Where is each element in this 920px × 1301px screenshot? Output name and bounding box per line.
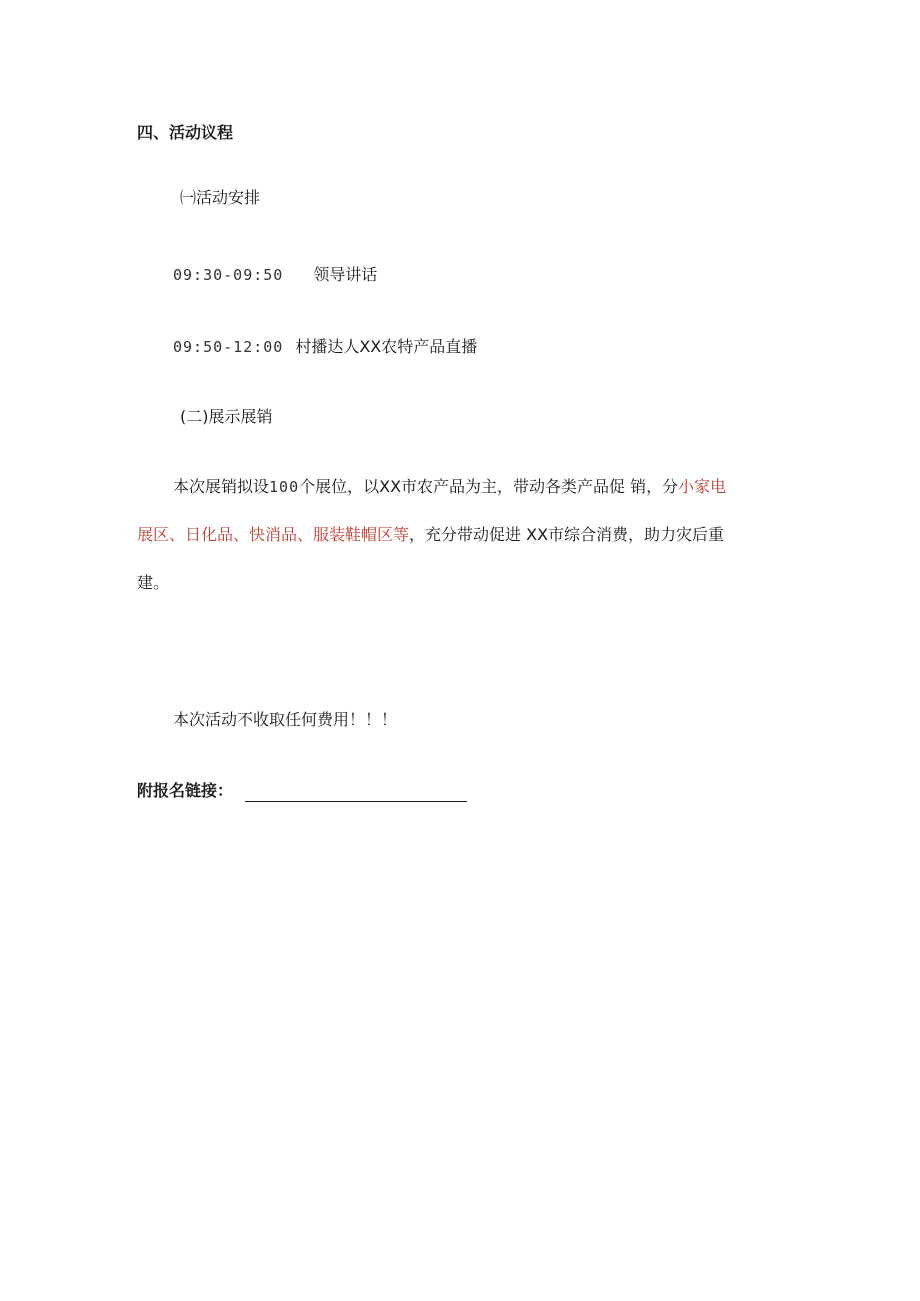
section-title: 四、活动议程 xyxy=(137,123,234,142)
schedule-item xyxy=(173,264,377,286)
exhibition-heading: (二)展示展销 xyxy=(180,407,273,426)
schedule-event: 领导讲话 xyxy=(313,265,378,284)
paragraph-text: ，充分带动促进 XX市综合消费，助力灾后重 xyxy=(409,525,725,544)
highlight-text: 展区、日化品、快消品、服装鞋帽区等 xyxy=(137,525,410,544)
exhibition-paragraph-line xyxy=(137,524,724,546)
exhibition-paragraph-line: 建。 xyxy=(137,573,170,592)
highlight-text: 小家电 xyxy=(678,477,727,496)
signup-row xyxy=(137,780,467,802)
schedule-heading: ㈠活动安排 xyxy=(180,188,261,207)
notice-text: 本次活动不收取任何费用！！！ xyxy=(173,710,398,729)
paragraph-text: 本次展销拟设 xyxy=(173,477,270,496)
booth-count: 100 xyxy=(269,478,300,496)
signup-label: 附报名链接： xyxy=(137,781,234,800)
paragraph-text: 个展位，以XX市农产品为主，带动各类产品促 销，分 xyxy=(299,477,679,496)
schedule-event: 村播达人XX农特产品直播 xyxy=(295,337,478,356)
schedule-time: 09:30-09:50 xyxy=(173,266,284,284)
signup-link-blank[interactable] xyxy=(245,783,467,802)
schedule-time: 09:50-12:00 xyxy=(173,338,284,356)
exhibition-paragraph-line xyxy=(173,476,726,498)
schedule-item xyxy=(173,336,477,358)
